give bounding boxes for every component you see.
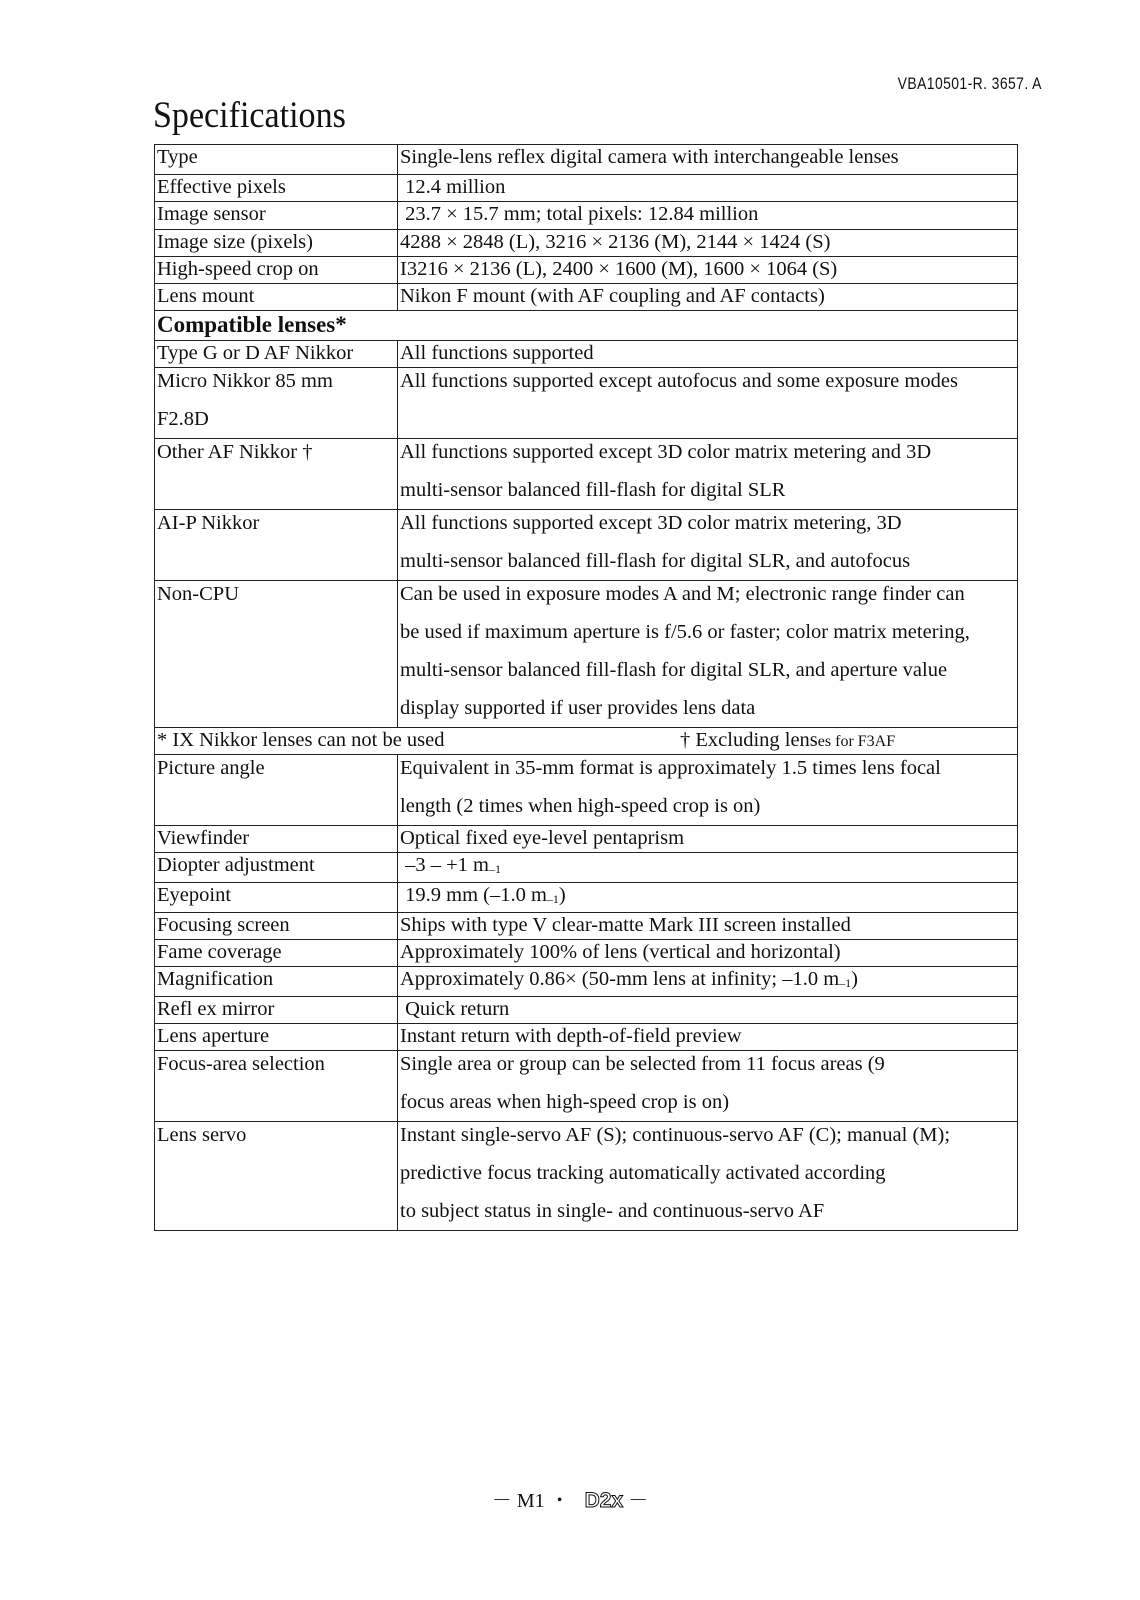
- spec-label-cell: [155, 341, 398, 368]
- spec-label-cell: [155, 284, 398, 311]
- spec-label: Magnification: [157, 968, 274, 990]
- spec-value: [400, 202, 1015, 227]
- spec-value-text: Ships with type V clear-matte Mark III screen installed: [400, 914, 851, 936]
- spec-value: [400, 826, 1015, 851]
- spec-value-cell: [398, 510, 1018, 581]
- table-row: [155, 341, 1018, 368]
- unit-exponent: –1: [546, 892, 559, 906]
- spec-value-cell: [398, 175, 1018, 202]
- spec-label: Lens aperture: [157, 1025, 270, 1047]
- table-row: [155, 853, 1018, 883]
- table-row: [155, 728, 1018, 755]
- spec-label-cell: [155, 1122, 398, 1231]
- spec-value-text: All functions supported: [400, 342, 594, 364]
- spec-value-cell: [398, 1122, 1018, 1231]
- spec-value: [400, 368, 1015, 401]
- unit-exponent: –1: [839, 976, 852, 990]
- spec-value: [400, 853, 1015, 882]
- spec-value-cell: [398, 439, 1018, 510]
- spec-label: Lens mount: [157, 285, 255, 307]
- spec-value-cell: [398, 581, 1018, 728]
- table-row: [155, 1122, 1018, 1231]
- spec-label: Lens servo: [157, 1124, 247, 1146]
- table-row: [155, 175, 1018, 202]
- spec-value-text: 23.7 × 15.7 mm; total pixels: 12.84 million: [400, 203, 759, 225]
- footnote-text: † Excluding lens: [680, 729, 818, 751]
- table-row: [155, 967, 1018, 997]
- table-row: [155, 510, 1018, 581]
- spec-label-cell: [155, 967, 398, 997]
- spec-label-cell: [155, 940, 398, 967]
- table-row: [155, 883, 1018, 913]
- spec-value: [400, 439, 1015, 510]
- model-name: D2x: [584, 1489, 624, 1512]
- footnote-cell: [155, 728, 1018, 755]
- spec-value-cell: [398, 1024, 1018, 1051]
- table-row: [155, 439, 1018, 510]
- spec-value-cell: [398, 755, 1018, 826]
- footer-dash: －: [628, 1490, 649, 1512]
- spec-value-text: Single-lens reflex digital camera with interchangeable lenses: [400, 146, 899, 168]
- spec-label: Non-CPU: [157, 583, 240, 605]
- spec-value-text: All functions supported except autofocus and some exposure modes: [400, 370, 958, 392]
- table-row: [155, 145, 1018, 175]
- table-row: [155, 1051, 1018, 1122]
- spec-value-text: Quick return: [400, 998, 510, 1020]
- table-row: [155, 997, 1018, 1024]
- footnote-text-small: es for F3AF: [817, 733, 896, 750]
- spec-label: Image sensor: [157, 203, 266, 225]
- table-row: [155, 940, 1018, 967]
- spec-label-cell: [155, 257, 398, 284]
- spec-label: Eyepoint: [157, 884, 232, 906]
- spec-label-cell: [155, 230, 398, 257]
- table-row: [155, 826, 1018, 853]
- spec-value-cell: [398, 913, 1018, 940]
- spec-value-text: Can be used in exposure modes A and M; electronic range finder can be used if maximum aperture is f/5.6 or faster; color matrix metering, multi-sensor balanced fill-flash for digital SLR, and aperture value display supported if user provides lens data: [400, 583, 970, 719]
- table-row: [155, 257, 1018, 284]
- spec-label-cell: [155, 1051, 398, 1122]
- unit-exponent: –1: [489, 862, 502, 876]
- spec-value-cell: [398, 202, 1018, 230]
- spec-value: [400, 257, 1015, 282]
- table-row: [155, 230, 1018, 257]
- spec-label: High-speed crop on: [157, 258, 319, 280]
- spec-label: Other AF Nikkor †: [157, 441, 313, 463]
- spec-label: AI-P Nikkor: [157, 512, 260, 534]
- document-id: VBA10501-R. 3657. A: [897, 74, 1042, 93]
- footnote-ix-nikkor: * IX Nikkor lenses can not be used: [157, 729, 445, 751]
- spec-label-cell: [155, 175, 398, 202]
- section-heading: Compatible lenses*: [157, 312, 347, 337]
- spec-value-tail: ): [558, 884, 566, 906]
- spec-value-cell: [398, 257, 1018, 284]
- spec-value-text: Approximately 100% of lens (vertical and horizontal): [400, 941, 841, 963]
- spec-label-cell: [155, 145, 398, 175]
- spec-label: Type G or D AF Nikkor: [157, 342, 354, 364]
- spec-value: [400, 175, 1015, 200]
- table-row: [155, 913, 1018, 940]
- spec-value: [400, 967, 1015, 996]
- spec-value-text: All functions supported except 3D color matrix metering, 3D multi-sensor balanced fill-flash for digital SLR, and autofocus: [400, 512, 911, 572]
- spec-value: [400, 1122, 1015, 1231]
- spec-value: [400, 1051, 1015, 1122]
- spec-value: [400, 913, 1015, 938]
- spec-value-cell: [398, 940, 1018, 967]
- spec-label-cell: [155, 368, 398, 439]
- spec-value-cell: [398, 284, 1018, 311]
- table-row: [155, 581, 1018, 728]
- spec-label: Effective pixels: [157, 176, 286, 198]
- spec-value-text: I3216 × 2136 (L), 2400 × 1600 (M), 1600 × 1064 (S): [400, 258, 838, 280]
- spec-value-cell: [398, 967, 1018, 997]
- table-row: [155, 284, 1018, 311]
- footnote-f3af: [680, 728, 895, 754]
- spec-value: [400, 997, 1015, 1022]
- spec-value-cell: [398, 145, 1018, 175]
- spec-label-cell: [155, 510, 398, 581]
- spec-value: [400, 510, 1015, 581]
- spec-label-cell: [155, 202, 398, 230]
- spec-value-tail: ): [851, 968, 858, 990]
- spec-label-cell: [155, 826, 398, 853]
- spec-label: Fame coverage: [157, 941, 282, 963]
- table-row: [155, 1024, 1018, 1051]
- spec-label-cell: [155, 913, 398, 940]
- spec-label-cell: [155, 581, 398, 728]
- spec-label-cell: [155, 997, 398, 1024]
- spec-value-text: Equivalent in 35-mm format is approximately 1.5 times lens focal length (2 times when high-speed crop is on): [400, 757, 941, 817]
- spec-value-text: 4288 × 2848 (L), 3216 × 2136 (M), 2144 × 1424 (S): [400, 231, 831, 253]
- spec-value: [400, 341, 1015, 366]
- spec-value-text: Single area or group can be selected from 11 focus areas (9 focus areas when high-speed crop is on): [400, 1053, 885, 1113]
- spec-value-text: Nikon F mount (with AF coupling and AF contacts): [400, 285, 825, 307]
- spec-label: Diopter adjustment: [157, 854, 315, 876]
- spec-label-cell: [155, 439, 398, 510]
- spec-value-cell: [398, 368, 1018, 439]
- section-header-cell: [155, 311, 1018, 341]
- spec-label-cell: [155, 883, 398, 913]
- spec-value-text: 12.4 million: [400, 176, 506, 198]
- table-row: [155, 311, 1018, 341]
- spec-label: Picture angle: [157, 757, 265, 779]
- spec-value-text: All functions supported except 3D color matrix metering and 3D multi-sensor balanced fill-flash for digital SLR: [400, 441, 932, 501]
- specifications-table: [154, 144, 1018, 1231]
- spec-value-cell: [398, 826, 1018, 853]
- table-row: [155, 202, 1018, 230]
- spec-value: [400, 230, 1015, 255]
- spec-value-text: Instant return with depth-of-field preview: [400, 1025, 742, 1047]
- spec-value-cell: [398, 341, 1018, 368]
- spec-label: Micro Nikkor 85 mm F2.8D: [157, 370, 333, 430]
- spec-value: [400, 755, 1015, 826]
- spec-label-cell: [155, 1024, 398, 1051]
- page-footer: [0, 1484, 1140, 1513]
- spec-value-text: 19.9 mm (–1.0 m: [400, 884, 547, 906]
- spec-value-text: Approximately 0.86× (50-mm lens at infinity; –1.0 m: [400, 968, 840, 990]
- spec-value: [400, 940, 1015, 965]
- page-number: － M1 ・: [491, 1490, 570, 1512]
- spec-value-text: –3 – +1 m: [400, 854, 490, 876]
- spec-value-cell: [398, 230, 1018, 257]
- spec-label: Focusing screen: [157, 914, 290, 936]
- spec-label: Image size (pixels): [157, 231, 313, 253]
- spec-label-cell: [155, 853, 398, 883]
- spec-label: Viewfinder: [157, 827, 250, 849]
- spec-value: [400, 145, 1015, 170]
- spec-value-cell: [398, 997, 1018, 1024]
- spec-value-text: Instant single-servo AF (S); continuous-servo AF (C); manual (M); predictive focus tracking automatically activated according to subject status in single- and continuous-servo AF: [400, 1124, 951, 1222]
- spec-value-cell: [398, 1051, 1018, 1122]
- table-row: [155, 755, 1018, 826]
- spec-label: Refl ex mirror: [157, 998, 275, 1020]
- page-title: Specifications: [153, 95, 346, 136]
- spec-value: [400, 883, 1015, 912]
- spec-value-cell: [398, 853, 1018, 883]
- table-row: [155, 368, 1018, 439]
- spec-value: [400, 581, 1015, 728]
- spec-label-cell: [155, 755, 398, 826]
- spec-value-cell: [398, 883, 1018, 913]
- spec-value-text: Optical fixed eye-level pentaprism: [400, 827, 685, 849]
- spec-label: Focus-area selection: [157, 1053, 325, 1075]
- spec-value: [400, 1024, 1015, 1049]
- spec-label: Type: [157, 146, 198, 168]
- spec-value: [400, 284, 1015, 309]
